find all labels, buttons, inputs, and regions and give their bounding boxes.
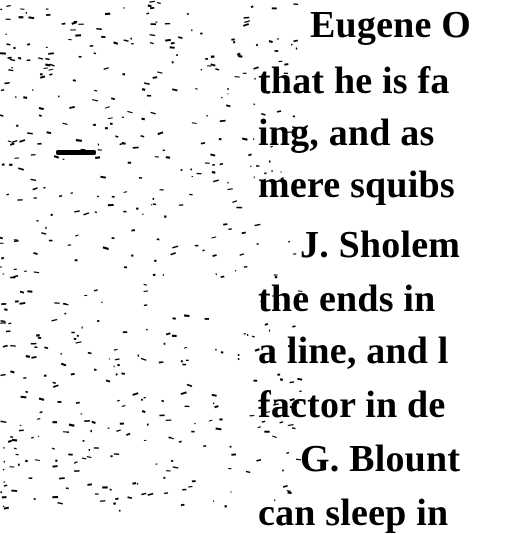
text-line-4: mere squibs (258, 164, 455, 206)
text-line-9: G. Blount (300, 438, 461, 480)
text-line-3: ing, and as (258, 112, 435, 154)
text-line-1: Eugene O (310, 4, 472, 46)
text-line-6: the ends in (258, 278, 436, 320)
text-line-2: that he is fa (258, 60, 450, 102)
text-line-5: J. Sholem (300, 224, 461, 266)
text-line-7: a line, and l (258, 330, 449, 372)
text-line-8: factor in de (258, 384, 446, 426)
text-line-10: can sleep in (258, 492, 449, 534)
